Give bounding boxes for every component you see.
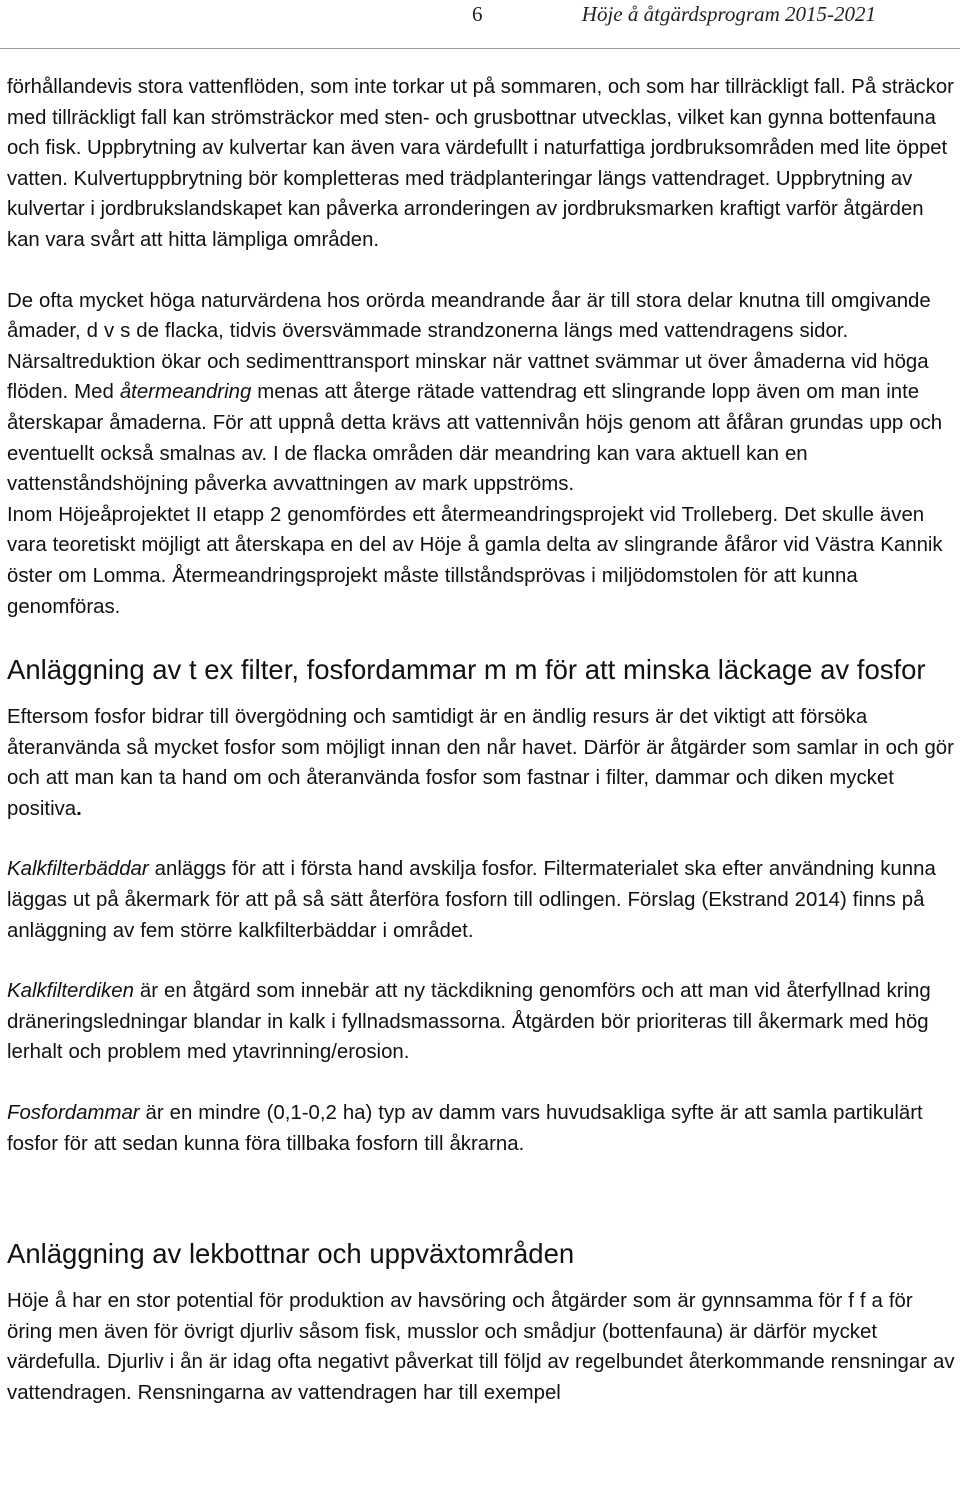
emphasized-term: Fosfordammar (7, 1102, 140, 1125)
section-heading-spawning: Anläggning av lekbottnar och uppväxtområden (7, 1238, 575, 1270)
paragraph-fosfordammar (7, 1098, 955, 1159)
paragraph-culverts (7, 72, 955, 256)
page-number: 6 (472, 2, 483, 26)
paragraph-text: är en åtgärd som innebär att ny täckdikning genomförs och att man vid återfyllnad kring dräneringsledningar blandar in kalk i fyllnadsmassorna. Åtgärden bör prioriteras till åkermark med hög lerhalt och problem med ytavrinning/erosion. (7, 980, 931, 1064)
paragraph-text: Eftersom fosfor bidrar till övergödning och samtidigt är en ändlig resurs är det viktigt att försöka återanvända så mycket fosfor som möjligt innan den når havet. Därför är åtgärder som samlar in och gör och att man kan ta hand om och återanvända fosfor som fastnar i filter, dammar och diken mycket positiva (7, 706, 954, 820)
paragraph-text: förhållandevis stora vattenflöden, som inte torkar ut på sommaren, och som har tillräckligt fall. På sträckor med tillräckligt fall kan strömsträckor med sten- och grusbottnar utvecklas, vilket kan gynna bottenfauna och fisk. Uppbrytning av kulvertar kan även vara värdefullt i naturfattiga jordbruksområden med lite öppet vatten. Kulvertuppbrytning bör kompletteras med trädplanteringar längs vattendraget. Uppbrytning av kulvertar i jordbrukslandskapet kan påverka arronderingen av jordbruksmarken kraftigt varför åtgärden kan vara svårt att hitta lämpliga områden. (7, 76, 954, 251)
paragraph-kalkfilterdiken (7, 976, 955, 1068)
paragraph-text: Höje å har en stor potential för produktion av havsöring och åtgärder som är gynnsamma för f f a för öring men även för övrigt djurliv såsom fisk, musslor och smådjur (bottenfauna) är därför mycket värdefulla. Djurliv i ån är idag ofta negativt påverkat till följd av regelbundet återkommande rensningar av vattendragen. Rensningarna av vattendragen har till exempel (7, 1290, 955, 1404)
paragraph-kalkfilterbaddar (7, 854, 955, 946)
paragraph-spawning (7, 1286, 955, 1408)
paragraph-text: anläggs för att i första hand avskilja fosfor. Filtermaterialet ska efter användning kunna läggas ut på åkermark för att på så sätt återföra fosforn till odlingen. Förslag (Ekstrand 2014) finns på anläggning av fem större kalkfilterbäddar i området. (7, 858, 936, 942)
bold-punctuation: . (76, 797, 82, 820)
emphasized-term: återmeandring (119, 381, 252, 404)
paragraph-text: är en mindre (0,1-0,2 ha) typ av damm vars huvudsakliga syfte är att samla partikulärt fosfor för att sedan kunna föra tillbaka fosforn till åkrarna. (7, 1102, 923, 1155)
paragraph-text: Inom Höjeåprojektet II etapp 2 genomfördes ett återmeandringsprojekt vid Trolleberg. Det skulle även vara teoretiskt möjligt att återskapa en del av Höje å gamla delta av slingrande åfåror vid Västra Kannik öster om Lomma. Återmeandringsprojekt måste tillståndsprövas i miljödomstolen för att kunna genomföras. (7, 503, 943, 618)
paragraph-text: De ofta mycket höga naturvärdena hos orörda meandrande åar är till stora delar knutna till omgivande åmader, d v s de flacka, tidvis översvämmade strandzonerna längs med vattendragens sidor. Närsaltreduktion ökar och sedimenttransport minskar när vattnet svämmar ut över åmaderna vid höga flöden. Med (7, 289, 931, 404)
page-header (0, 0, 960, 49)
paragraph-hojeaprojektet (7, 500, 955, 622)
emphasized-term: Kalkfilterbäddar (7, 858, 149, 881)
paragraph-remeandering (7, 286, 955, 500)
page-body (7, 72, 955, 1409)
running-title: Höje å åtgärdsprogram 2015-2021 (581, 2, 876, 26)
paragraph-phosphorus-intro (7, 702, 955, 824)
section-heading-phosphorus: Anläggning av t ex filter, fosfordammar m m för att minska läckage av fosfor (7, 654, 926, 686)
emphasized-term: Kalkfilterdiken (7, 980, 134, 1003)
paragraph-text: menas att återge rätade vattendrag ett slingrande lopp även om man inte återskapar åmaderna. För att uppnå detta krävs att vattennivån höjs genom att åfåran grundas upp och eventuellt också smalnas av. I de flacka områden där meandring kan vara aktuell kan en vattenståndshöjning påverka avvattningen av mark uppströms. (7, 381, 943, 496)
